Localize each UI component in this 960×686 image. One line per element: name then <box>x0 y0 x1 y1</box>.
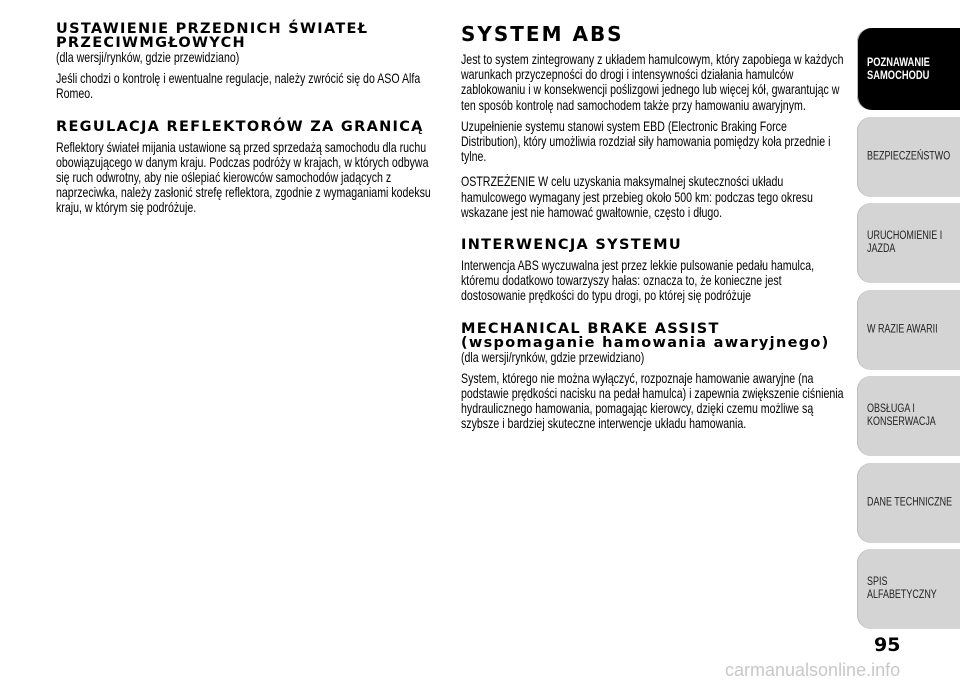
paragraph-fog-lights: Jeśli chodzi o kontrolę i ewentualne regulacje, należy zwrócić się do ASO Alfa Romeo. <box>56 71 421 102</box>
chapter-tabs <box>857 28 960 636</box>
paragraph-headlights-abroad: Reflektory świateł mijania ustawione są przed sprzedażą samochodu dla ruchu obowiązującego w danym kraju. Podczas podróży w krajach, w których odbywa się ruch odwrotny, aby nie oślepiać kierowców samochodów jadących z naprzeciwka, należy zasłonić strefę reflektora, zgodnie z wymaganiami kodeksu kraju, w którym się podróżuje. <box>56 139 431 216</box>
tab-label: POZNAWANIE SAMOCHODU <box>867 55 930 82</box>
tab-obsluga-i-konserwacja[interactable] <box>857 376 960 456</box>
tab-label: W RAZIE AWARII <box>867 323 938 335</box>
left-column <box>56 22 441 216</box>
section-note-fog-lights: (dla wersji/rynków, gdzie przewidziano) <box>56 50 240 65</box>
section-title-headlights-abroad: REGULACJA REFLEKTORÓW ZA GRANICĄ <box>56 118 424 135</box>
paragraph-brake-assist: System, którego nie można wyłączyć, rozpoznaje hamowanie awaryjne (na podstawie prędkości nacisku na pedał hamulca) i zapewnia zwiększenie ciśnienia hydraulicznego hamowania, pomagając kierowcy, dzięki czemu możliwe są szybsze i bardziej skuteczne interwencje układu hamowania. <box>461 370 844 432</box>
tab-poznawanie-samochodu[interactable] <box>857 28 960 110</box>
paragraph-ebd: Uzupełnienie systemu stanowi system EBD (Electronic Braking Force Distribution), który umożliwia rozdział siły hamowania pomiędzy koła przednie i tylne. <box>461 118 831 165</box>
tab-spis-alfabetyczny[interactable] <box>857 549 960 629</box>
section-title-intervention: INTERWENCJA SYSTEMU <box>461 237 682 254</box>
tab-dane-techniczne[interactable] <box>857 463 960 543</box>
right-column <box>461 22 846 432</box>
tab-label: OBSŁUGA I KONSERWACJA <box>867 403 936 428</box>
tab-label: DANE TECHNICZNE <box>867 496 953 508</box>
tab-label: URUCHOMIENIE I JAZDA <box>867 230 943 255</box>
tab-label: SPIS ALFABETYCZNY <box>867 576 937 601</box>
tab-label: BEZPIECZEŃSTWO <box>867 150 951 162</box>
tab-uruchomienie-i-jazda[interactable] <box>857 203 960 283</box>
tab-w-razie-awarii[interactable] <box>857 290 960 370</box>
watermark: carmanualsonline.info <box>725 660 901 680</box>
page-number: 95 <box>874 634 901 656</box>
section-note-brake-assist: (dla wersji/rynków, gdzie przewidziano) <box>461 349 645 365</box>
section-title-fog-lights: USTAWIENIE PRZEDNICH ŚWIATEŁ PRZECIWMGŁOWYCH <box>56 21 369 51</box>
paragraph-warning: OSTRZEŻENIE W celu uzyskania maksymalnej skuteczności układu hamulcowego wymagany jest przebieg około 500 km: podczas tego okresu wskazane jest nie hamować gwałtownie, często i długo. <box>461 174 813 220</box>
section-title-brake-assist: MECHANICAL BRAKE ASSIST (wspomaganie hamowania awaryjnego) <box>461 320 830 351</box>
tab-bezpieczenstwo[interactable] <box>857 117 960 197</box>
page-title-abs: SYSTEM ABS <box>461 22 624 46</box>
paragraph-intervention: Interwencja ABS wyczuwalna jest przez lekkie pulsowanie pedału hamulca, któremu dodatkowo towarzyszy hałas: oznacza to, że konieczne jest dostosowanie prędkości do typu drogi, po której się podróżuje <box>461 258 815 304</box>
paragraph-abs-intro: Jest to system zintegrowany z układem hamulcowym, który zapobiega w każdych warunkach przyczepności do drogi i intensywności działania hamulców zablokowaniu i w konsekwencji poślizgowi jednego lub więcej kół, gwarantując w ten sposób kontrolę nad samochodem także przy hamowaniu awaryjnym. <box>461 52 844 113</box>
